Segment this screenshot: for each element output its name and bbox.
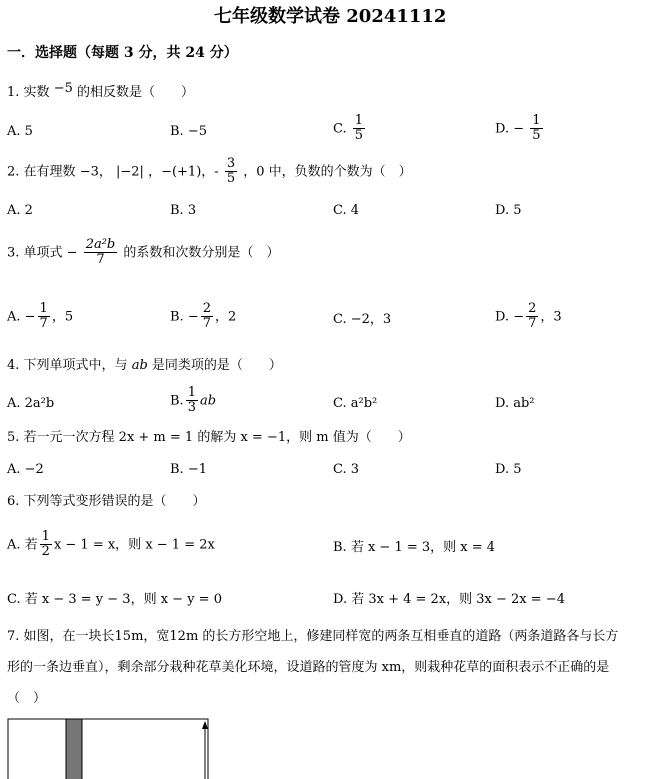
q4-option-c[interactable]: C. a²b²: [333, 396, 378, 411]
q2-fraction: [225, 157, 237, 187]
numerator: 1: [41, 529, 50, 544]
q4-b-label: B.: [170, 393, 184, 409]
q3-a-fraction: [38, 302, 50, 332]
q2-stem-end: ，0 中，负数的个数为（ ）: [243, 164, 412, 180]
q3-stem-start: 3. 单项式 −: [7, 245, 78, 261]
question-7-line-2: 形的一条边垂直），剩余部分栽种花草美化环境，设道路的管度为 xm，则栽种花草的面积表示不正确的是: [7, 660, 610, 675]
numerator: 1: [532, 113, 541, 128]
question-7-line-1: 7. 如图，在一块长15m，宽12m 的长方形空地上，修建同样宽的两条互相垂直的道路（两条道路各与长方: [7, 629, 619, 644]
question-5-stem: 5. 若一元一次方程 2x + m = 1 的解为 x = −1，则 m 值为（ ）: [7, 430, 411, 445]
q4-option-d[interactable]: D. ab²: [495, 396, 535, 411]
question-2-stem: [7, 157, 412, 187]
q6-option-b[interactable]: B. 若 x − 1 = 3，则 x = 4: [333, 540, 496, 555]
numerator: 2: [528, 301, 537, 316]
numerator: 2: [202, 301, 211, 316]
q3-option-c[interactable]: C. −2，3: [333, 312, 392, 327]
numerator: 1: [187, 385, 196, 400]
q3-option-b[interactable]: [170, 302, 236, 332]
numerator: 2a²b: [85, 237, 116, 252]
q3-b-degree: ，2: [215, 309, 237, 325]
q2-stem-start: 2. 在有理数: [7, 164, 76, 180]
question-4-stem: [7, 359, 282, 372]
q3-d-fraction: [526, 302, 538, 332]
q3-stem-end: 的系数和次数分别是（ ）: [123, 245, 280, 261]
q3-d-degree: ，3: [540, 309, 562, 325]
denominator: 5: [226, 171, 236, 187]
q4-b-term: ab: [199, 393, 217, 409]
q3-option-a[interactable]: [7, 302, 73, 332]
denominator: 5: [532, 128, 541, 144]
numerator: 3: [226, 156, 236, 171]
q3-d-label: D. −: [495, 309, 525, 325]
question-6-stem: 6. 下列等式变形错误的是（ ）: [7, 494, 206, 509]
denominator: 7: [528, 316, 537, 332]
q4-stem-start: 4. 下列单项式中，与: [7, 358, 128, 373]
q6-option-a[interactable]: [7, 530, 215, 560]
denominator: 7: [96, 252, 105, 268]
q1-d-fraction: [530, 114, 542, 144]
q2-option-c[interactable]: C. 4: [333, 203, 360, 218]
page-title: 七年级数学试卷 20241112: [214, 6, 447, 27]
q2-option-d[interactable]: D. 5: [495, 203, 522, 218]
q1-stem-end: 的相反数是（ ）: [77, 85, 195, 100]
numerator: 1: [39, 301, 48, 316]
q4-variable: ab: [131, 358, 148, 373]
q1-option-b[interactable]: B. −5: [170, 124, 207, 139]
q1-stem-start: 1. 实数: [7, 85, 50, 100]
question-7-line-3: （ ）: [7, 691, 47, 706]
denominator: 7: [39, 316, 48, 332]
q5-option-b[interactable]: B. −1: [170, 462, 207, 477]
q2-term-3: ，−(+1)，-: [148, 164, 219, 180]
q1-option-c[interactable]: [333, 114, 367, 144]
q1-c-fraction: [353, 114, 365, 144]
q1-d-label: D. −: [495, 121, 525, 137]
q5-option-a[interactable]: A. −2: [7, 462, 44, 477]
q2-option-b[interactable]: B. 3: [170, 203, 197, 218]
numerator: 1: [354, 113, 364, 128]
denominator: 7: [202, 316, 211, 332]
q3-b-fraction: [201, 302, 213, 332]
q7-figure: [7, 718, 215, 779]
q5-option-c[interactable]: C. 3: [333, 462, 360, 477]
q2-option-a[interactable]: A. 2: [7, 203, 33, 218]
q3-a-degree: ，5: [51, 309, 74, 325]
q5-option-d[interactable]: D. 5: [495, 462, 522, 477]
q2-term-1: −3，: [79, 164, 112, 180]
q6-a-fraction: [40, 530, 52, 560]
q6-a-label: A. 若: [7, 537, 38, 553]
question-3-stem: [7, 238, 279, 268]
q1-option-a[interactable]: A. 5: [7, 124, 33, 139]
q3-b-label: B. −: [170, 309, 199, 325]
q4-b-fraction: [186, 386, 198, 416]
q1-number: −5: [53, 81, 73, 96]
arrow-up-icon: [202, 721, 208, 729]
q6-option-d[interactable]: D. 若 3x + 4 = 2x，则 3x − 2x = −4: [333, 592, 565, 607]
section-heading: 一．选择题（每题 3 分，共 24 分）: [7, 45, 238, 61]
q3-fraction: [84, 238, 118, 268]
q1-c-label: C.: [333, 121, 347, 137]
q3-option-d[interactable]: [495, 302, 562, 332]
q4-option-b[interactable]: [170, 386, 216, 416]
q4-option-a[interactable]: A. 2a²b: [7, 396, 55, 411]
q2-term-2: |−2|: [116, 164, 144, 180]
q4-stem-end: 是同类项的是（ ）: [151, 358, 282, 373]
q3-a-label: A. −: [7, 309, 36, 325]
denominator: 5: [354, 128, 364, 144]
vertical-road: [66, 719, 82, 779]
q1-option-d[interactable]: [495, 114, 545, 144]
q6-option-c[interactable]: C. 若 x − 3 = y − 3，则 x − y = 0: [7, 592, 222, 607]
denominator: 3: [187, 400, 196, 416]
denominator: 2: [41, 544, 50, 560]
q6-a-equation: x − 1 = x，则 x − 1 = 2x: [53, 537, 215, 553]
field-outline: [8, 719, 208, 779]
question-1-stem: [7, 81, 195, 100]
